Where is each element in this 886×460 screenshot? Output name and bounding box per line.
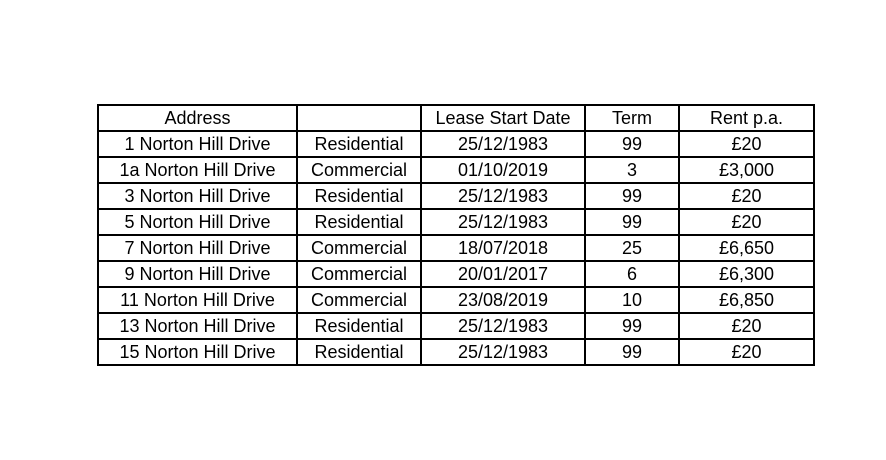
cell-address: 13 Norton Hill Drive <box>98 313 297 339</box>
table-row <box>98 339 814 365</box>
cell-lease-start-date: 25/12/1983 <box>421 183 585 209</box>
cell-property-type: Commercial <box>297 261 421 287</box>
cell-term: 99 <box>585 183 679 209</box>
lease-schedule-table <box>97 104 815 366</box>
cell-property-type: Commercial <box>297 157 421 183</box>
cell-property-type: Residential <box>297 131 421 157</box>
table-row <box>98 235 814 261</box>
cell-term: 99 <box>585 313 679 339</box>
cell-lease-start-date: 25/12/1983 <box>421 313 585 339</box>
cell-term: 3 <box>585 157 679 183</box>
cell-address: 11 Norton Hill Drive <box>98 287 297 313</box>
cell-property-type: Commercial <box>297 235 421 261</box>
cell-term: 6 <box>585 261 679 287</box>
cell-lease-start-date: 20/01/2017 <box>421 261 585 287</box>
cell-rent: £6,650 <box>679 235 814 261</box>
table-row <box>98 183 814 209</box>
cell-address: 9 Norton Hill Drive <box>98 261 297 287</box>
cell-lease-start-date: 18/07/2018 <box>421 235 585 261</box>
cell-rent: £20 <box>679 313 814 339</box>
cell-address: 3 Norton Hill Drive <box>98 183 297 209</box>
table-row <box>98 261 814 287</box>
cell-rent: £6,300 <box>679 261 814 287</box>
cell-term: 10 <box>585 287 679 313</box>
table-row <box>98 131 814 157</box>
cell-term: 99 <box>585 339 679 365</box>
cell-rent: £3,000 <box>679 157 814 183</box>
cell-lease-start-date: 25/12/1983 <box>421 131 585 157</box>
cell-property-type: Commercial <box>297 287 421 313</box>
header-lease-start-date: Lease Start Date <box>421 105 585 131</box>
cell-address: 1a Norton Hill Drive <box>98 157 297 183</box>
cell-lease-start-date: 25/12/1983 <box>421 339 585 365</box>
cell-rent: £20 <box>679 183 814 209</box>
cell-rent: £20 <box>679 339 814 365</box>
header-address: Address <box>98 105 297 131</box>
cell-term: 99 <box>585 209 679 235</box>
cell-rent: £20 <box>679 131 814 157</box>
cell-rent: £20 <box>679 209 814 235</box>
cell-address: 7 Norton Hill Drive <box>98 235 297 261</box>
cell-property-type: Residential <box>297 313 421 339</box>
table-row <box>98 209 814 235</box>
cell-term: 25 <box>585 235 679 261</box>
cell-property-type: Residential <box>297 209 421 235</box>
cell-address: 15 Norton Hill Drive <box>98 339 297 365</box>
cell-address: 5 Norton Hill Drive <box>98 209 297 235</box>
cell-rent: £6,850 <box>679 287 814 313</box>
header-term: Term <box>585 105 679 131</box>
cell-lease-start-date: 23/08/2019 <box>421 287 585 313</box>
header-rent: Rent p.a. <box>679 105 814 131</box>
cell-address: 1 Norton Hill Drive <box>98 131 297 157</box>
table-row <box>98 313 814 339</box>
table-row <box>98 157 814 183</box>
cell-property-type: Residential <box>297 183 421 209</box>
header-property-type <box>297 105 421 131</box>
cell-term: 99 <box>585 131 679 157</box>
cell-lease-start-date: 01/10/2019 <box>421 157 585 183</box>
cell-property-type: Residential <box>297 339 421 365</box>
table-header-row <box>98 105 814 131</box>
table-row <box>98 287 814 313</box>
cell-lease-start-date: 25/12/1983 <box>421 209 585 235</box>
